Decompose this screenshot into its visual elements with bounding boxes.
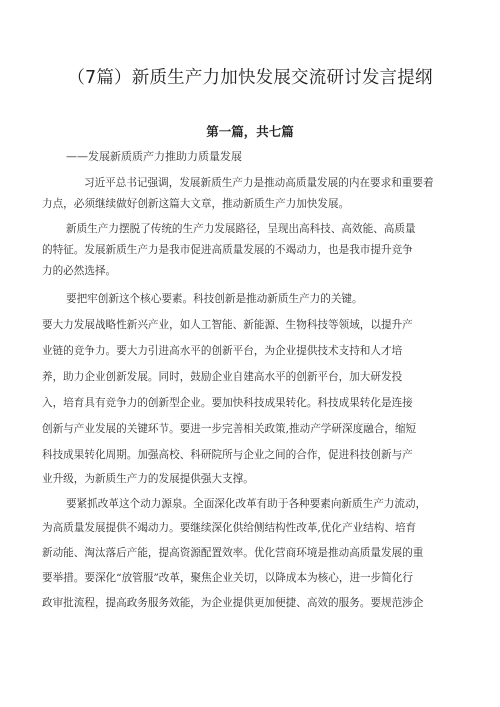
body-line: 创新与产业发展的关键环节。要进一步完善相关政策,推动产学研深度融合，缩短 [42, 423, 417, 435]
body-line: 养，助力企业创新发展。同时，鼓励企业自建高水平的创新平台，加大研发投 [42, 371, 403, 383]
body-line: 入，培育具有竞争力的创新型企业。要加快科技成果转化。科技成果转化是连接 [42, 397, 413, 409]
body-line: 的特征。发展新质生产力是我市促进高质量发展的不竭动力，也是我市提升竞争 [42, 244, 413, 256]
body-line: 习近平总书记强调，发展新质生产力是推动高质量发展的内在要求和重要着 [84, 177, 434, 189]
document-title: （7篇）新质生产力加快发展交流研讨发言提纲 [67, 68, 433, 88]
body-line: 要把牢创新这个核心要素。科技创新是推动新质生产力的关键。 [66, 293, 363, 305]
body-line: 要大力发展战略性新兴产业，如人工智能、新能源、生物科技等领域，以提升产 [42, 319, 413, 331]
body-line: 要紧抓改革这个动力源泉。全面深化改革有助于各种要素向新质生产力流动， [66, 498, 427, 510]
body-line: 要举措。要深化“放管服”改革，聚焦企业关切，以降成本为核心，进一步简化行 [42, 572, 414, 584]
body-line: 力的必然选择。 [42, 265, 117, 277]
body-line: 新质生产力摆脱了传统的生产力发展路径，呈现出高科技、高效能、高质量 [66, 223, 416, 235]
body-line: 业升级，为新质生产力的发展提供强大支撑。 [42, 473, 254, 485]
chapter-subtitle: ——发展新质质产力推助力质量发展 [66, 150, 242, 163]
body-line: 为高质量发展提供不竭动力。要继续深化供给侧结构性改革,优化产业结构、培育 [42, 522, 417, 534]
body-line: 科技成果转化周期。加强高校、科研院所与企业之间的合作，促进科技创新与产 [42, 449, 413, 461]
body-line: 新动能、淘汰落后产能，提高资源配置效率。优化营商环境是推动高质量发展的重 [42, 547, 424, 559]
body-line: 业链的竞争力。要大力引进高水平的创新平台，为企业提供技术支持和人才培 [42, 345, 403, 357]
body-line: 力点，必须继续做好创新这篇大文章，推动新质生产力加快发展。 [42, 198, 350, 210]
chapter-title: 第一篇，共七篇 [206, 124, 294, 139]
body-line: 政审批流程，提高政务服务效能，为企业提供更加便捷、高效的服务。要规范涉企 [42, 597, 424, 609]
